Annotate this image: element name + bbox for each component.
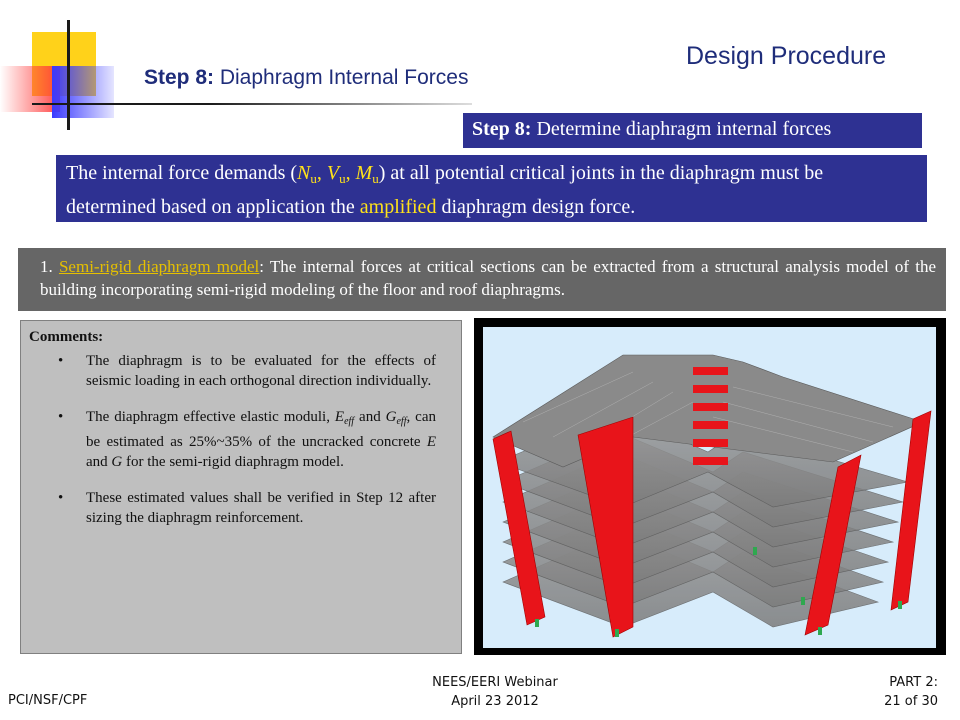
footer-event: NEES/EERI Webinar April 23 2012 [432,675,558,709]
bullet: • [58,490,64,506]
slide-subtitle [144,66,468,90]
model-link[interactable]: Semi-rigid diaphragm model [58,257,260,276]
step-box [463,113,922,148]
demand-text-1: The internal force demands ( [66,162,298,184]
logo-red-square [0,66,60,112]
building-model-image [483,327,936,648]
logo-vertical-line [67,20,70,130]
structural-model-figure [483,327,936,648]
demand-box [56,155,927,222]
header-divider [32,103,472,105]
floor-slabs [493,355,923,627]
demand-text-2: ) at all potential critical joints in the diaphragm must be determined based on application the [66,162,824,218]
comment-item: • The diaphragm is to be evaluated for the effects of seismic loading in each orthogonal direction individually. [58,353,436,389]
logo-blue-square [52,66,114,118]
bullet: • [58,353,64,369]
slide-title: Design Procedure [686,42,887,70]
demand-text-3: diaphragm design force. [436,196,636,218]
demand-highlight: amplified [359,196,437,218]
demand-M: $M_u$ [355,162,379,186]
comments-list [31,351,436,544]
comments-box [20,320,462,654]
subtitle-text: Diaphragm Internal Forces [214,66,469,89]
model-text: : The internal forces at critical sections can be extracted from a structural analysis model of the building incorporating semi-rigid modeling of the floor and roof diaphragms. [40,257,937,299]
subtitle-step: Step 8: [144,66,215,89]
comments-heading: Comments: [29,329,104,345]
demand-V: $V_u$ [326,162,346,186]
comment-item: • The diaphragm effective elastic moduli, $E_{eff}$ and $G_{eff}$, can be estimated as 25%~35% of the uncracked concrete E and G for the semi-rigid diaphragm model. [58,409,436,470]
model-number: 1. [40,257,59,276]
demand-N: $N_u$ [297,162,317,186]
demand-sep-1: , [316,162,327,184]
model-box [18,248,946,311]
step-box-step: Step 8: [472,118,532,140]
bullet: • [58,409,64,425]
footer-page: PART 2: 21 of 30 [884,675,938,709]
step-box-text: Determine diaphragm internal forces [531,118,832,140]
footer-org: PCI/NSF/CPF [8,693,88,708]
comment-item: • These estimated values shall be verified in Step 12 after sizing the diaphragm reinforcement. [58,490,436,526]
demand-sep-2: , [345,162,356,184]
